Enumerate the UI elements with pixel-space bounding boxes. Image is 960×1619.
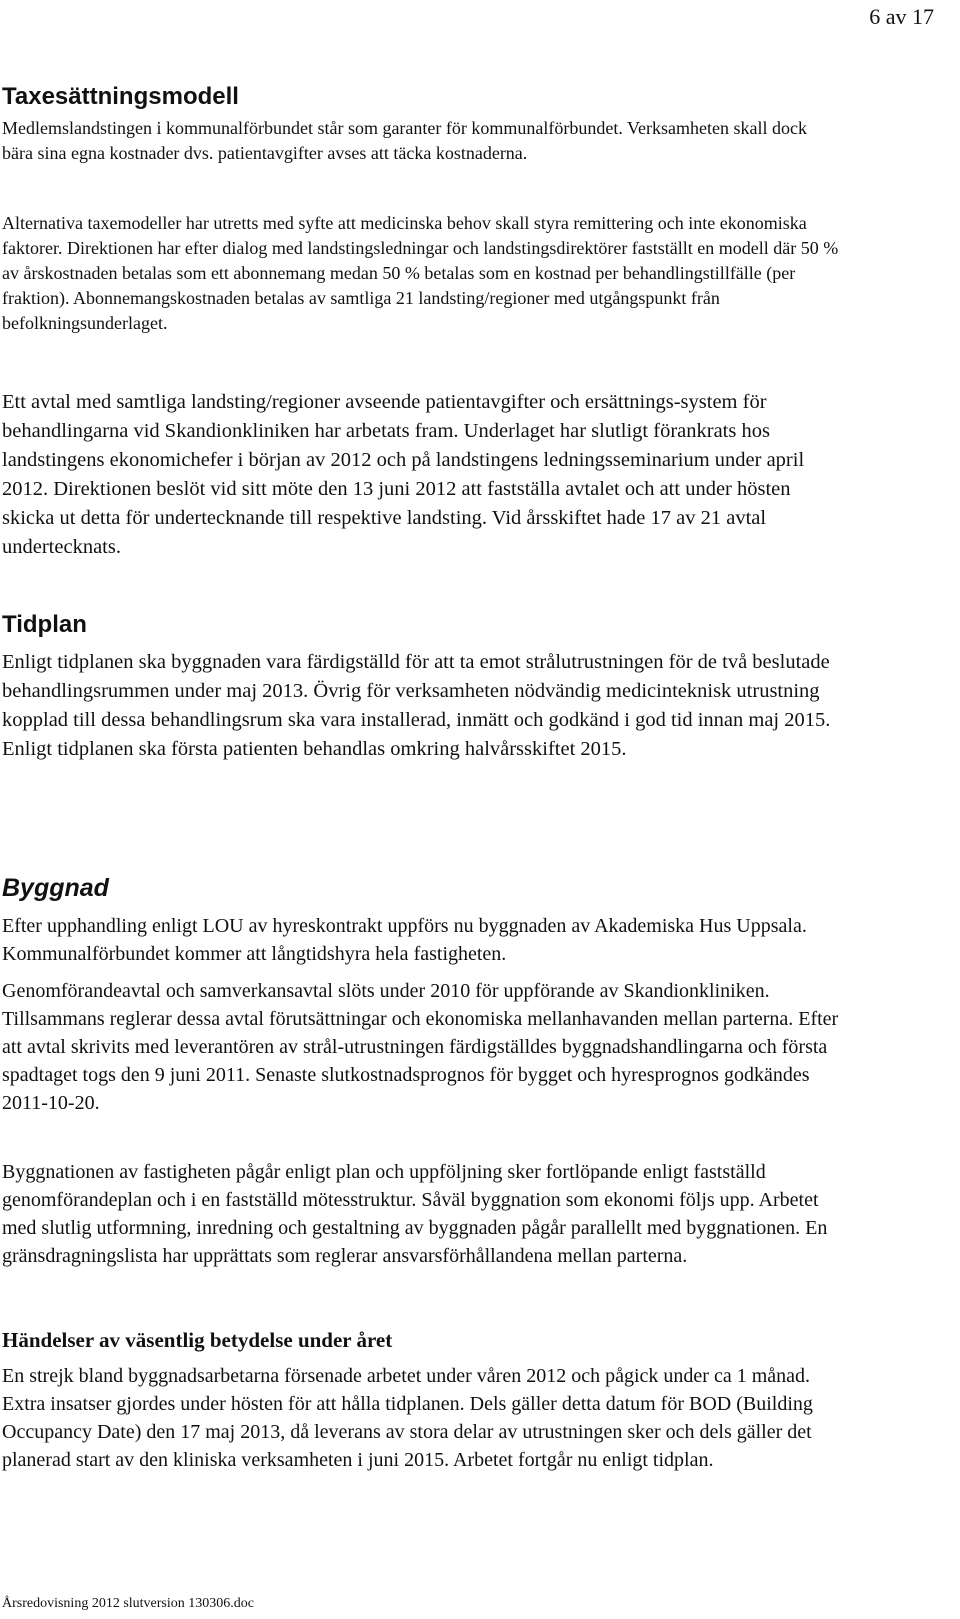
paragraph-byggnad-1: Efter upphandling enligt LOU av hyreskontrakt uppförs nu byggnaden av Akademiska Hus Uppsala. Kommunalförbundet kommer att långtidshyra hela fastigheten. [2, 915, 807, 965]
paragraph-taxe-3: Ett avtal med samtliga landsting/regioner avseende patientavgifter och ersättnings-system för behandlingarna vid Skandionkliniken har arbetats fram. Underlaget har slutligt förankrats hos landstingens ekonomichefer i början av 2012 och på landstingens ledningsseminarium under april 2012. Direktionen beslöt vid sitt möte den 13 juni 2012 att fastställa avtalet och att under hösten skicka ut detta för undertecknande till respektive landsting. Vid årsskiftet hade 17 av 21 avtal undertecknats. [2, 391, 805, 558]
paragraph-tidplan-1: Enligt tidplanen ska byggnaden vara färdigställd för att ta emot strålutrustningen för de två beslutade behandlingsrummen under maj 2013. Övrig för verksamheten nödvändig medicinteknisk utrustning kopplad till dessa behandlingsrum ska vara installerad, inmätt och godkänd i god tid innan maj 2015. Enligt tidplanen ska första patienten behandlas omkring halvårsskiftet 2015. [2, 651, 831, 760]
paragraph-byggnad-3: Byggnationen av fastigheten pågår enligt plan och uppföljning sker fortlöpande enligt fastställd genomförandeplan och i en fastställd mötesstruktur. Såväl byggnation som ekonomi följs upp. Arbetet med slutlig utformning, inredning och gestaltning av byggnaden pågår parallellt med byggnationen. En gränsdragningslista har upprättats som reglerar ansvarsförhållandena mellan parterna. [2, 1161, 828, 1267]
paragraph-taxe-1: Medlemslandstingen i kommunalförbundet står som garanter för kommunalförbundet. Verksamheten skall dock bära sina egna kostnader dvs. patientavgifter avses att täcka kostnaderna. [2, 118, 807, 163]
heading-byggnad: Byggnad [2, 874, 109, 902]
page-number: 6 av 17 [869, 4, 934, 29]
paragraph-taxe-2: Alternativa taxemodeller har utretts med syfte att medicinska behov skall styra remittering och inte ekonomiska faktorer. Direktionen har efter dialog med landstingsledningar och landstingsdirektörer fastställt en modell där 50 % av årskostnaden betalas som ett abonnemang medan 50 % betalas som en kostnad per behandlingstillfälle (per fraktion). Abonnemangskostnaden betalas av samtliga 21 landsting/regioner med utgångspunkt från befolkningsunderlaget. [2, 213, 839, 333]
heading-tidplan: Tidplan [2, 611, 87, 638]
paragraph-byggnad-2: Genomförandeavtal och samverkansavtal slöts under 2010 för uppförande av Skandionkliniken. Tillsammans reglerar dessa avtal förutsättningar och ekonomiska mellanhavanden mellan parterna. Efter att avtal skrivits med leverantören av strål-utrustningen färdigställdes byggnadshandlingarna och första spadtaget togs den 9 juni 2011. Senaste slutkostnadsprognos för bygget och hyresprognos godkändes 2011-10-20. [2, 980, 839, 1114]
footer-filename: Årsredovisning 2012 slutversion 130306.doc [2, 1596, 254, 1611]
heading-taxesattningsmodell: Taxesättningsmodell [2, 83, 239, 110]
heading-handelser: Händelser av väsentlig betydelse under året [2, 1328, 393, 1352]
paragraph-handelser-1: En strejk bland byggnadsarbetarna försenade arbetet under våren 2012 och pågick under ca 1 månad. Extra insatser gjordes under hösten för att hålla tidplanen. Dels gäller detta datum för BOD (Building Occupancy Date) den 17 maj 2013, då leverans av stora delar av utrustningen sker och dels gäller det planerad start av den kliniska verksamheten i juni 2015. Arbetet fortgår nu enligt tidplan. [2, 1365, 813, 1471]
